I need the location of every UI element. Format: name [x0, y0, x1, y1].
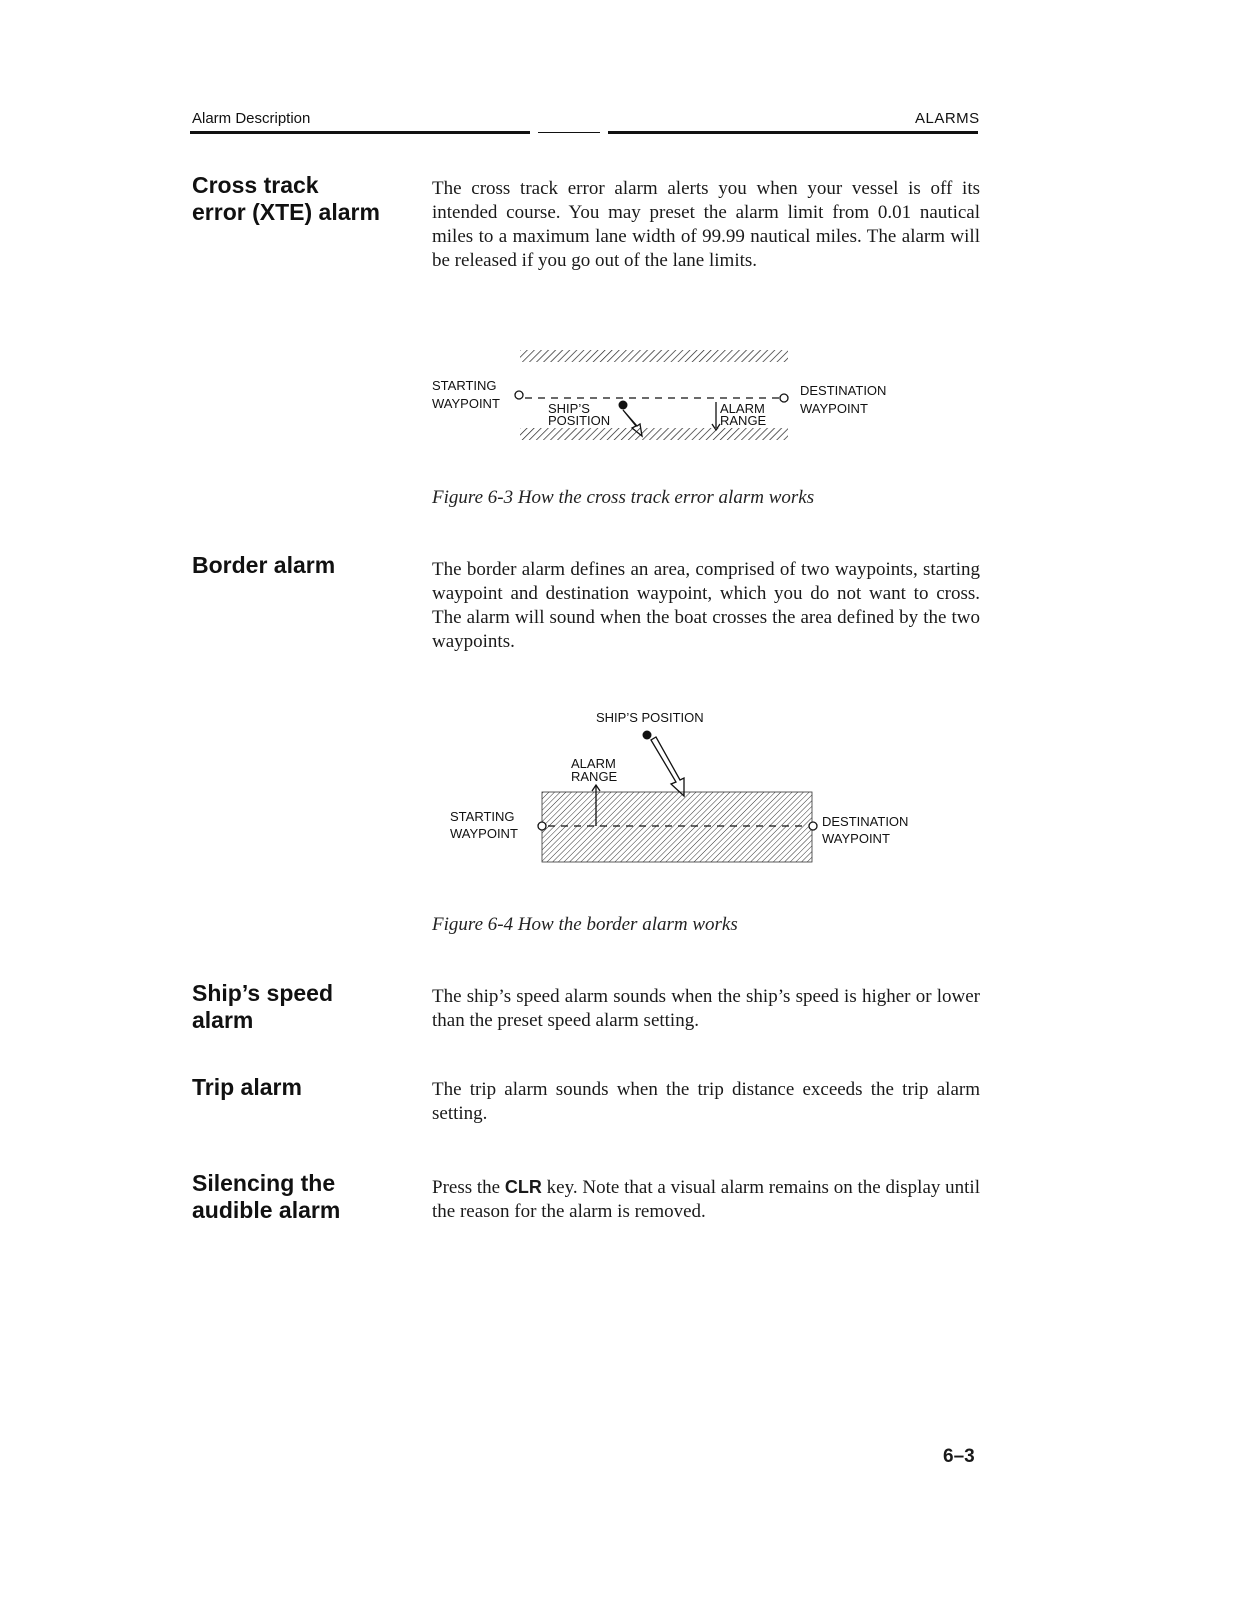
running-header-section: Alarm Description: [192, 110, 311, 127]
xte-range-head: [712, 424, 720, 430]
clr-key: CLR: [504, 1177, 542, 1197]
page-number: 6–3: [943, 1446, 975, 1467]
speed-heading: [192, 980, 407, 1034]
running-header-chapter: ALARMS: [915, 110, 980, 127]
xte-ship-dot: [619, 401, 628, 410]
border-ship-dot: [643, 731, 652, 740]
border-heading: Border alarm: [192, 552, 336, 578]
xte-heading-line1: Cross track: [192, 172, 319, 198]
xte-heading: [192, 172, 407, 226]
speed-paragraph: The ship’s speed alarm sounds when the ship’s speed is higher or lower than the preset speed alarm setting.: [432, 986, 980, 1031]
silence-heading-line1: Silencing the: [192, 1170, 336, 1196]
border-start-waypoint: [538, 822, 546, 830]
border-paragraph: The border alarm defines an area, comprised of two waypoints, starting waypoint and destination waypoint, which you do not want to cross. The alarm will sound when the boat crosses the area defined by the two waypoints.: [432, 559, 980, 652]
border-label-starting-2: WAYPOINT: [450, 826, 518, 841]
border-area: [542, 792, 812, 862]
border-dest-waypoint: [809, 822, 817, 830]
figure-6-4-caption: Figure 6-4 How the border alarm works: [432, 914, 738, 935]
border-label-ship: SHIP’S POSITION: [596, 710, 704, 725]
trip-paragraph: The trip alarm sounds when the trip distance exceeds the trip alarm setting.: [432, 1079, 980, 1124]
silence-paragraph: [432, 1175, 980, 1224]
header-rule-mid: [538, 132, 600, 133]
border-label-dest-1: DESTINATION: [822, 814, 909, 829]
xte-heading-line2: error (XTE) alarm: [192, 199, 380, 225]
xte-upper-limit: [520, 350, 788, 362]
border-range-head: [592, 785, 600, 791]
figure-6-3-caption: Figure 6-3 How the cross track error alarm works: [432, 487, 815, 508]
xte-paragraph: The cross track error alarm alerts you when your vessel is off its intended course. You may preset the alarm limit from 0.01 nautical miles to a maximum lane width of 99.99 nautical miles. The alarm will be released if you go out of the lane limits.: [432, 178, 980, 271]
header-rule-right: [608, 131, 978, 134]
xte-start-waypoint: [515, 391, 523, 399]
border-label-alarm-1: ALARM: [571, 756, 616, 771]
xte-lower-limit: [520, 428, 788, 440]
xte-label-dest-1: DESTINATION: [800, 383, 887, 398]
xte-dest-waypoint: [780, 394, 788, 402]
speed-heading-line2: alarm: [192, 1007, 254, 1033]
xte-label-alarm-2: RANGE: [720, 413, 767, 428]
header-rule-left: [190, 131, 530, 134]
trip-heading: Trip alarm: [192, 1074, 302, 1100]
silence-heading-line2: audible alarm: [192, 1197, 341, 1223]
xte-label-ship-2: POSITION: [548, 413, 611, 428]
silence-heading: [192, 1170, 407, 1224]
xte-label-dest-2: WAYPOINT: [800, 401, 868, 416]
border-label-alarm-2: RANGE: [571, 769, 618, 784]
speed-heading-line1: Ship’s speed: [192, 980, 334, 1006]
silence-text-after: key. Note that a visual alarm remains on the display until the reason for the alarm is removed.: [432, 1177, 980, 1222]
xte-label-alarm-1: ALARM: [720, 401, 765, 416]
xte-label-starting-1: STARTING: [432, 378, 497, 393]
border-ship-arrow: [651, 737, 684, 796]
xte-label-starting-2: WAYPOINT: [432, 396, 500, 411]
xte-ship-arrow: [623, 410, 642, 436]
silence-text-before: Press the: [432, 1177, 505, 1198]
xte-label-ship-1: SHIP’S: [548, 401, 590, 416]
border-label-starting-1: STARTING: [450, 809, 515, 824]
border-label-dest-2: WAYPOINT: [822, 831, 890, 846]
